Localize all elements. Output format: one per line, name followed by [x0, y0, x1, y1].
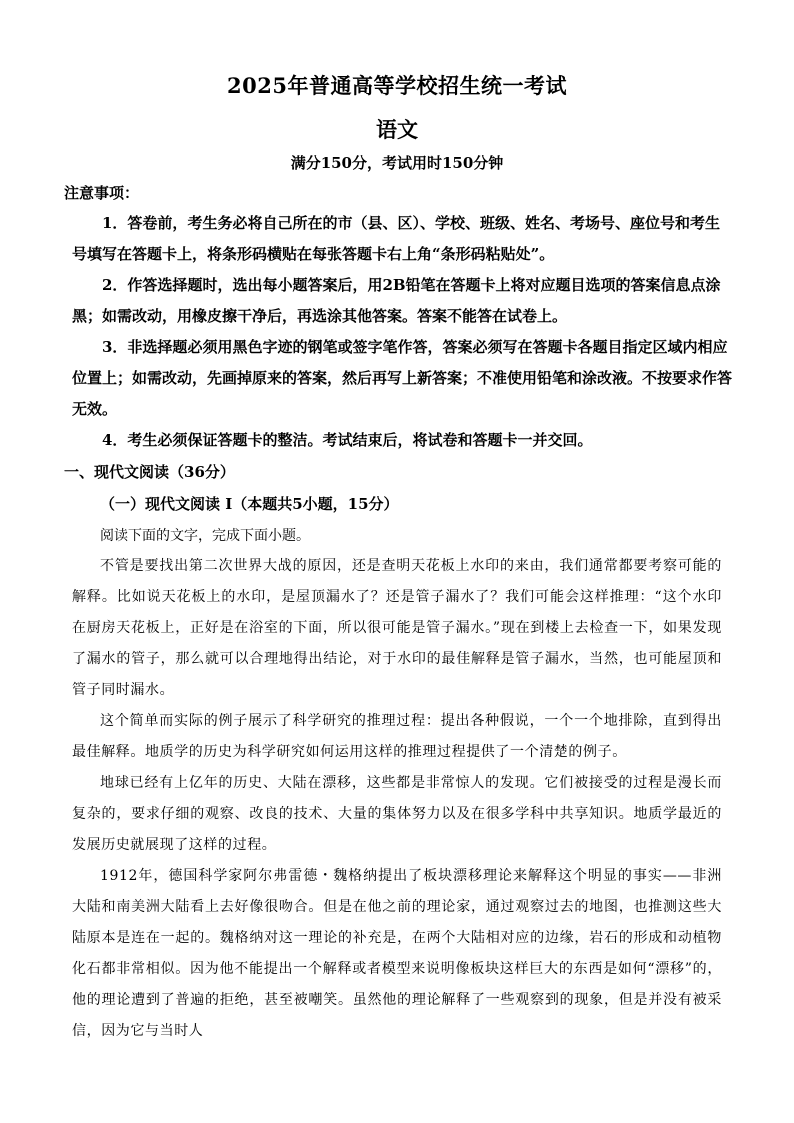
reading-passage [72, 551, 722, 1047]
passage-paragraph: 不管是要找出第二次世界大战的原因，还是查明天花板上水印的来由，我们通常都要考察可能的解释。比如说天花板上的水印，是屋顶漏水了？还是管子漏水了？我们可能会这样推理：“这个水印在厨房天花板上，正好是在浴室的下面，所以很可能是管子漏水。”现在到楼上去检查一下，如果发现了漏水的管子，那么就可以合理地得出结论，对于水印的最佳解释是管子漏水，当然，也可能屋顶和管子同时漏水。 [72, 558, 722, 698]
passage-paragraph: 地球已经有上亿年的历史、大陆在漂移，这些都是非常惊人的发现。它们被接受的过程是漫长而复杂的，要求仔细的观察、改良的技术、大量的集体努力以及在很多学科中共享知识。地质学最近的发展历史就展现了这样的过程。 [72, 775, 722, 853]
reading-instruction: 阅读下面的文字，完成下面小题。 [100, 528, 310, 544]
notice-item: 1．答卷前，考生务必将自己所在的市（县、区）、学校、班级、姓名、考场号、座位号和考生号填写在答题卡上，将条形码横贴在每张答题卡右上角“条形码粘贴处”。 [72, 214, 720, 263]
passage-paragraph: 1912年，德国科学家阿尔弗雷德・魏格纳提出了板块漂移理论来解释这个明显的事实——非洲大陆和南美洲大陆看上去好像很吻合。但是在他之前的理论家，通过观察过去的地图，也推测这些大陆原本是连在一起的。魏格纳对这一理论的补充是，在两个大陆相对应的边缘，岩石的形成和动植物化石都非常相似。因为他不能提出一个解释或者模型来说明像板块这样巨大的东西是如何“漂移”的，他的理论遭到了普遍的拒绝，甚至被嘲笑。虽然他的理论解释了一些观察到的现象，但是并没有被采信，因为它与当时人 [72, 868, 722, 1039]
subject-title: 语文 [376, 117, 418, 142]
score-time-note: 满分150分，考试用时150分钟 [290, 154, 504, 172]
notice-item: 4．考生必须保证答题卡的整洁。考试结束后，将试卷和答题卡一并交回。 [102, 431, 593, 449]
section-heading: 一、现代文阅读（36分） [64, 463, 235, 481]
passage-paragraph: 这个简单而实际的例子展示了科学研究的推理过程：提出各种假说，一个一个地排除，直到得出最佳解释。地质学的历史为科学研究如何运用这样的推理过程提供了一个清楚的例子。 [72, 713, 722, 760]
notice-item: 2．作答选择题时，选出每小题答案后，用2B铅笔在答题卡上将对应题目选项的答案信息点涂黑；如需改动，用橡皮擦干净后，再选涂其他答案。答案不能答在试卷上。 [72, 276, 721, 325]
exam-title: 2025年普通高等学校招生统一考试 [227, 73, 567, 98]
notice-item: 3．非选择题必须用黑色字迹的钢笔或签字笔作答，答案必须写在答题卡各题目指定区域内相应位置上；如需改动，先画掉原来的答案，然后再写上新答案；不准使用铅笔和涂改液。不按要求作答无效。 [72, 338, 733, 418]
notice-list [72, 208, 732, 456]
subsection-heading: （一）现代文阅读 I（本题共5小题，15分） [100, 495, 399, 513]
notice-heading: 注意事项： [64, 184, 140, 202]
